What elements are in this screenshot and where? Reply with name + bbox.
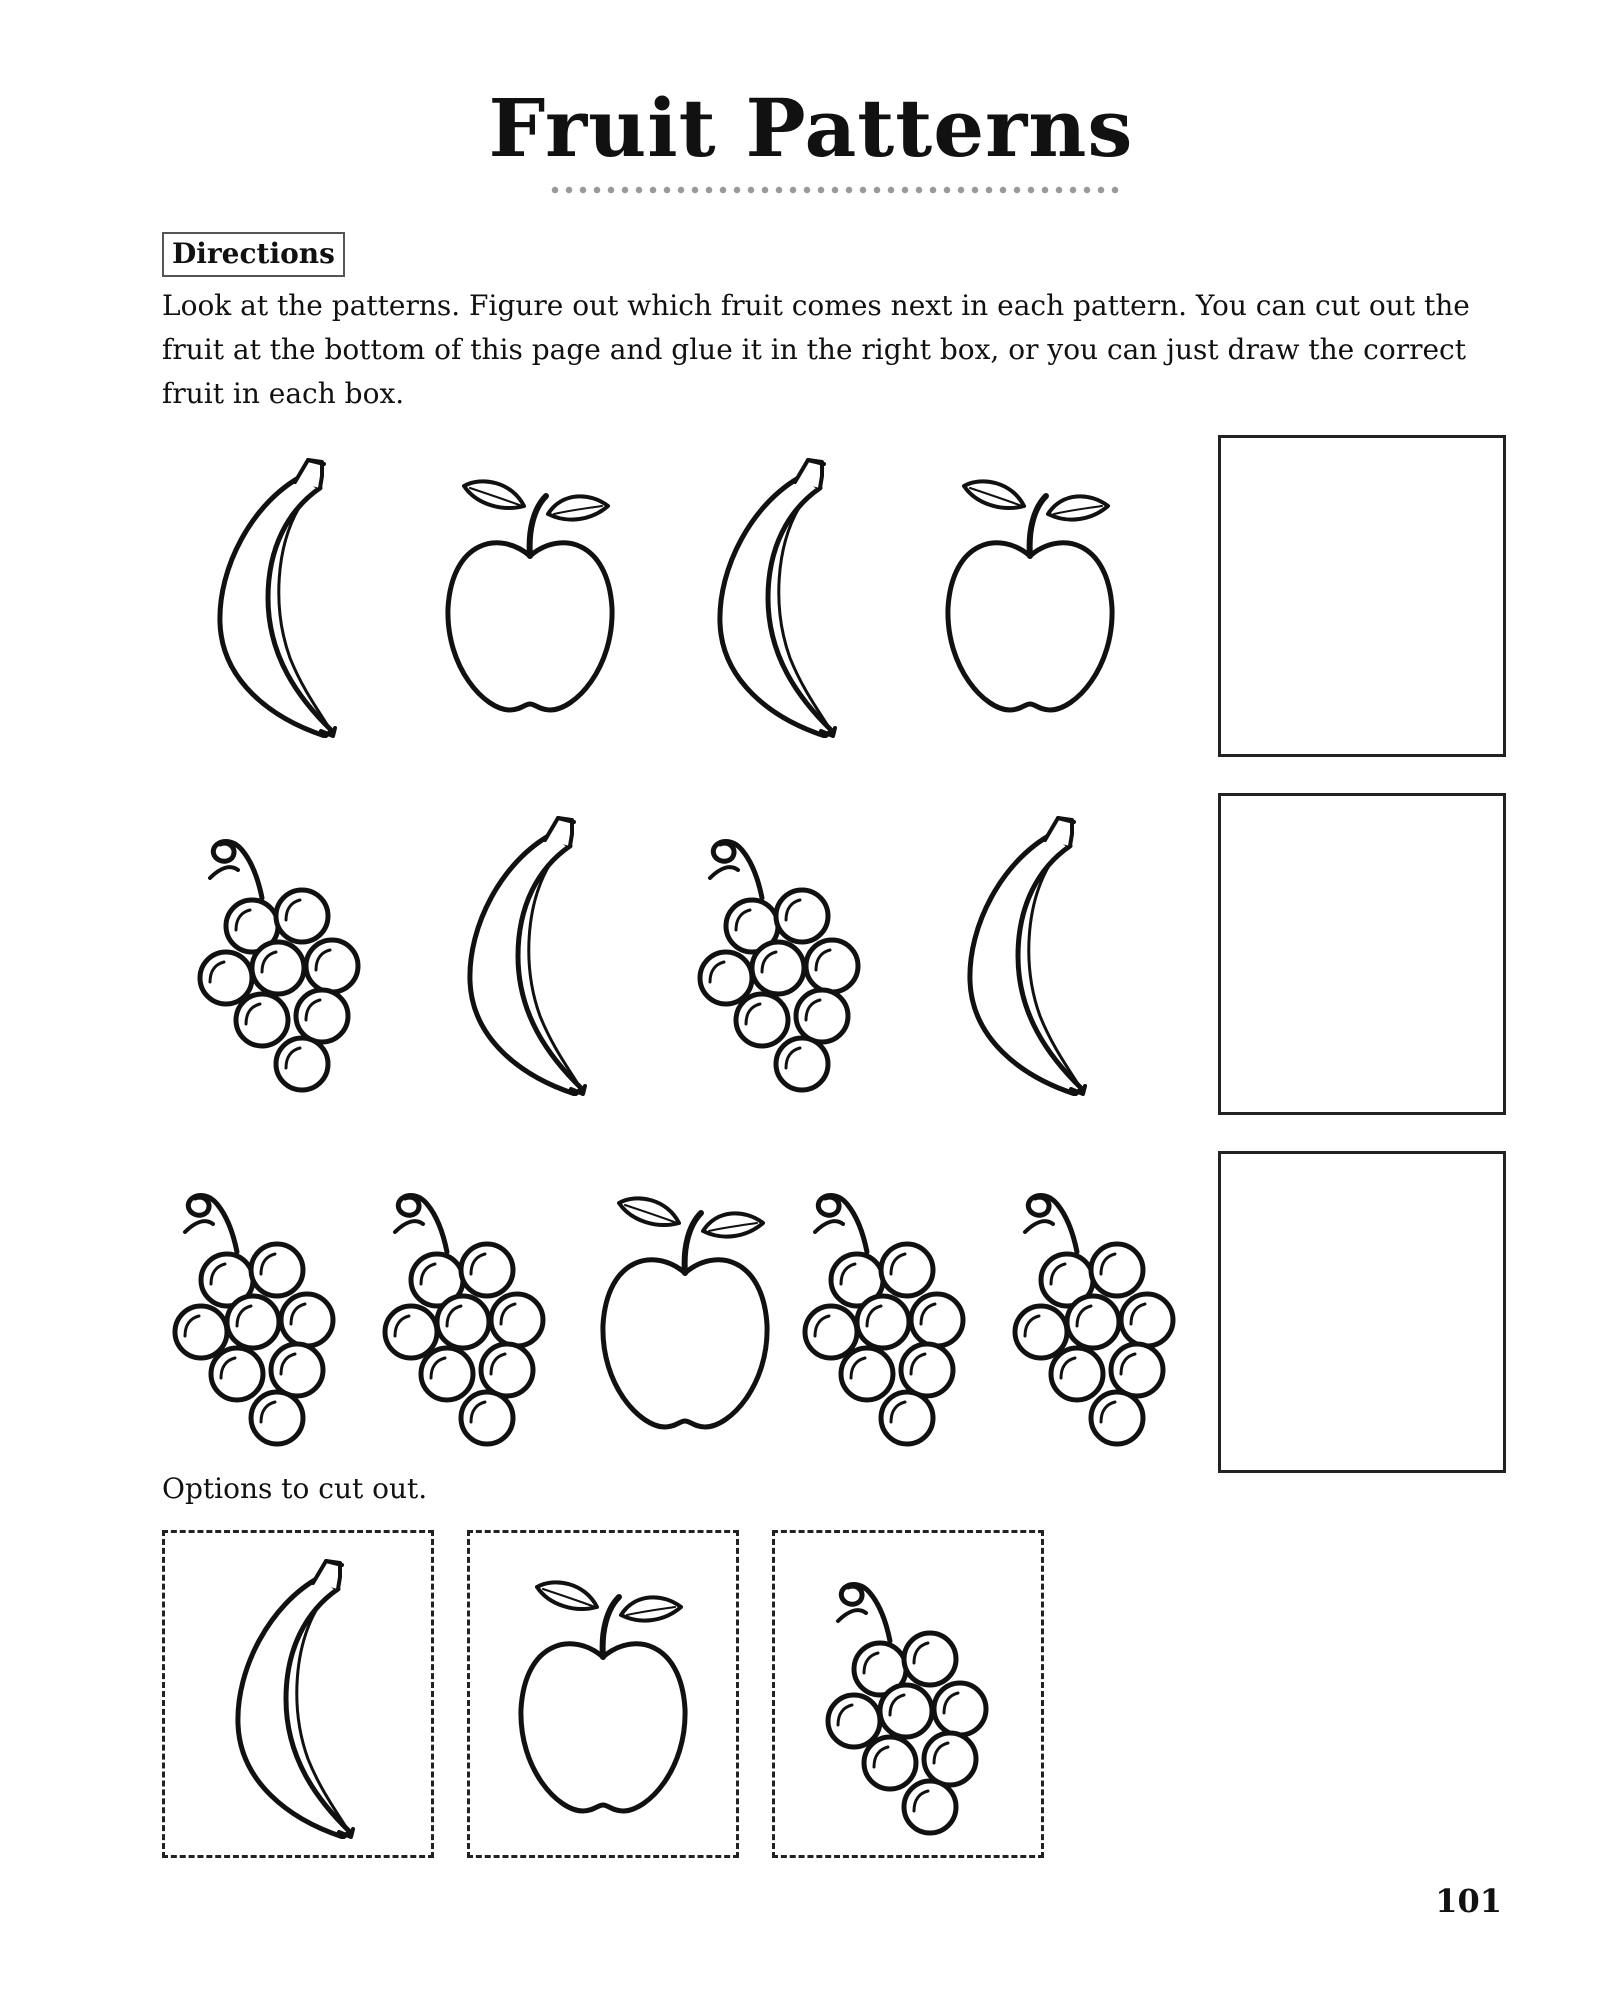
cutout-option-grapes[interactable] bbox=[772, 1530, 1044, 1858]
apple-icon bbox=[503, 1549, 703, 1839]
grapes-icon bbox=[680, 806, 880, 1096]
options-label: Options to cut out. bbox=[162, 1472, 428, 1505]
directions-label: Directions bbox=[162, 232, 345, 277]
directions-text: Look at the patterns. Figure out which fruit comes next in each pattern. You can cut out the fruit at the bottom of this page and glue it in the right box, or you can just draw the correct fruit in each box. bbox=[162, 289, 1470, 410]
grapes-icon bbox=[180, 806, 380, 1096]
banana-icon bbox=[430, 806, 630, 1096]
apple-icon bbox=[930, 448, 1130, 738]
page-title: Fruit Patterns bbox=[488, 81, 1134, 175]
cutout-option-banana[interactable] bbox=[162, 1530, 434, 1858]
apple-icon bbox=[585, 1165, 785, 1455]
banana-icon bbox=[198, 1549, 398, 1839]
grapes-icon bbox=[995, 1160, 1195, 1450]
answer-box-1[interactable] bbox=[1218, 435, 1506, 757]
page-number: 101 bbox=[1435, 1882, 1502, 1920]
answer-box-2[interactable] bbox=[1218, 793, 1506, 1115]
answer-box-3[interactable] bbox=[1218, 1151, 1506, 1473]
banana-icon bbox=[680, 448, 880, 738]
grapes-icon bbox=[365, 1160, 565, 1450]
title-dotted-underline bbox=[548, 186, 1122, 194]
banana-icon bbox=[180, 448, 380, 738]
grapes-icon bbox=[785, 1160, 985, 1450]
grapes-icon bbox=[808, 1549, 1008, 1839]
cutout-option-apple[interactable] bbox=[467, 1530, 739, 1858]
banana-icon bbox=[930, 806, 1130, 1096]
apple-icon bbox=[430, 448, 630, 738]
grapes-icon bbox=[155, 1160, 355, 1450]
